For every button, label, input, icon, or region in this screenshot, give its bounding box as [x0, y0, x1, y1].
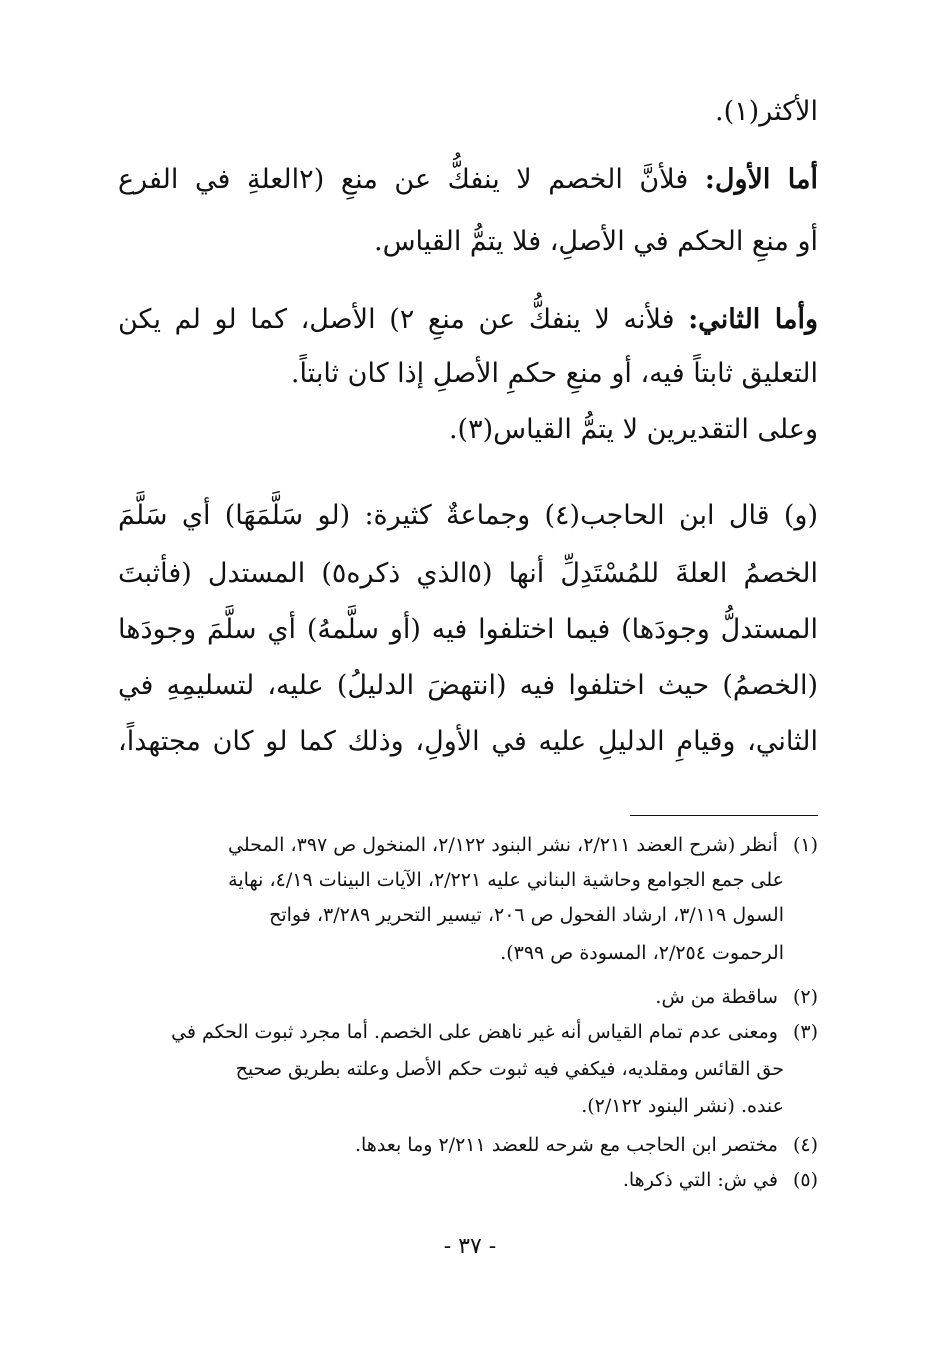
text-line: الأكثر(١). [715, 96, 818, 127]
footnote-text: أنظر (شرح العضد ٢/٢١١، نشر البنود ٢/١٢٢، المنخول ص ٣٩٧، المحلي [228, 834, 778, 856]
footnote-number: (١) [792, 834, 818, 856]
footnote-text: ساقطة من ش. [655, 986, 778, 1008]
text-line [118, 160, 818, 200]
footnote-line: السول ٣/١١٩، ارشاد الفحول ص ٢٠٦، تيسير التحرير ٣/٢٨٩، فواتح [269, 904, 784, 926]
footnote-line [118, 982, 818, 1012]
page-number: - ٣٧ - [443, 1234, 497, 1259]
footnote-line [118, 830, 818, 860]
footnote-number: (٢) [792, 986, 818, 1008]
footnote-line [118, 1130, 818, 1160]
footnote-number: (٥) [792, 1169, 818, 1191]
paragraph-lead: وأما الثاني: [688, 304, 818, 335]
text-line: أو منعِ الحكم في الأصلِ، فلا يتمُّ القياس. [374, 226, 818, 257]
footnote-separator [630, 815, 818, 816]
text-run: فلأنَّ الخصم لا ينفكُّ عن منعِ (٢العلةِ في الفرع [118, 164, 689, 195]
text-line: (و) قال ابن الحاجب(٤) وجماعةٌ كثيرة: (لو سَلَّمَهَا) أي سَلَّمَ [118, 500, 818, 531]
footnote-number: (٣) [792, 1021, 818, 1043]
footnote-line: حق القائس ومقلديه، فيكفي فيه ثبوت حكم الأصل وعلته بطريق صحيح [235, 1058, 784, 1080]
text-run: فلأنه لا ينفكُّ عن منعِ ٢) الأصل، كما لو لم يكن [118, 304, 675, 335]
footnote-line: عنده. (نشر البنود ٢/١٢٢). [581, 1095, 784, 1117]
text-line: التعليق ثابتاً فيه، أو منعِ حكمِ الأصلِ إذا كان ثابتاً. [290, 358, 818, 389]
text-line [118, 300, 818, 340]
text-line: الخصمُ العلةَ للمُسْتَدِلِّ أنها (٥الذي ذكره٥) المستدل (فأثبتَ [118, 558, 818, 589]
footnote-text: في ش: التي ذكرها. [622, 1169, 778, 1191]
footnote-text: مختصر ابن الحاجب مع شرحه للعضد ٢/٢١١ وما بعدها. [354, 1134, 778, 1156]
text-line: المستدلُّ وجودَها) فيما اختلفوا فيه (أو سلَّمهُ) أي سلَّمَ وجودَها [118, 614, 818, 645]
footnote-line [118, 1017, 818, 1047]
footnote-line: الرحموت ٢/٢٥٤، المسودة ص ٣٩٩). [500, 942, 784, 964]
footnote-text: ومعنى عدم تمام القياس أنه غير ناهض على الخصم. أما مجرد ثبوت الحكم في [171, 1021, 778, 1043]
paragraph-lead: أما الأول: [704, 164, 818, 195]
footnote-number: (٤) [792, 1134, 818, 1156]
text-line: (الخصمُ) حيث اختلفوا فيه (انتهضَ الدليلُ) عليه، لتسليمِهِ في [118, 670, 818, 701]
footnote-line [118, 1165, 818, 1195]
text-line: الثاني، وقيامِ الدليلِ عليه في الأولِ، وذلك كما لو كان مجتهداً، [118, 726, 818, 757]
footnote-line: على جمع الجوامع وحاشية البناني عليه ٢/٢٢١، الآيات البينات ٤/١٩، نهاية [228, 869, 784, 891]
text-line: وعلى التقديرين لا يتمُّ القياس(٣). [448, 414, 818, 445]
